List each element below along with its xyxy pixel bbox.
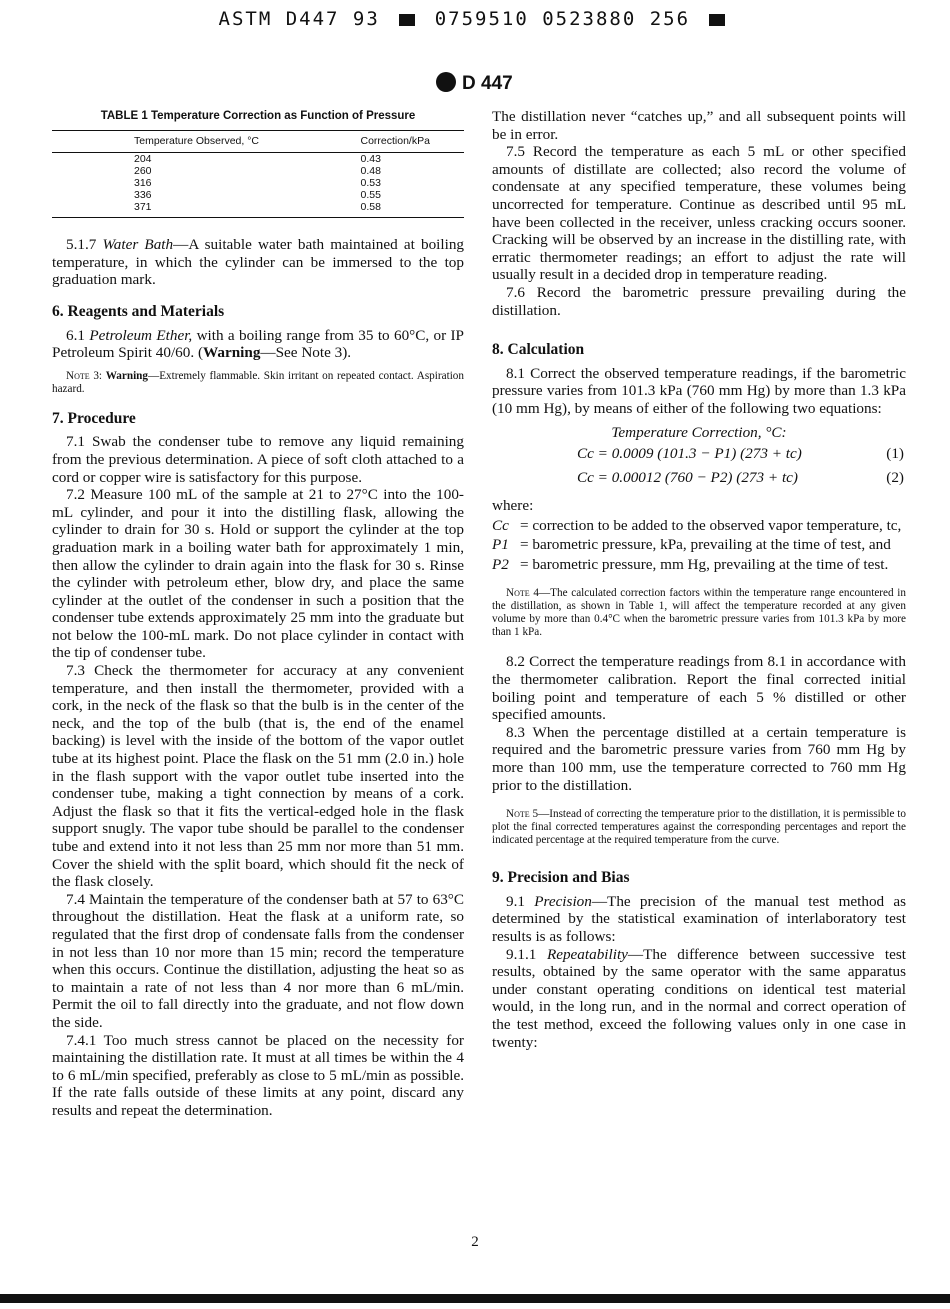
equation-number: (2) (886, 469, 904, 487)
table-row (52, 177, 464, 189)
paragraph-7-3: 7.3 Check the thermometer for accuracy at any convenient temperature, and then install the thermometer, provided with a cork, in the neck of the flask so that the bulb is in the center of the neck, and the top of the bulb (that is, the end of the enamel backing) is level with the inside of the bottom of the vapor outlet tube at its highest point. Place the flask on the 51 mm (2.0 in.) hole in the flash support with the vapor outlet tube inserted into the condenser tube, making a tight connection by means of a cork. Adjust the flask so that it fits the vertical-edged hole in the flask support snugly. The vapor tube should be parallel to the condenser tube and extend into it not less than 25 mm nor more than 51 mm. Cover the shield with the split board, which should fit the neck of the flask closely. (52, 662, 464, 891)
equation-2 (492, 469, 906, 493)
header-code-mid: 0759510 0523880 256 (434, 8, 691, 30)
clause-title: Petroleum Ether, (89, 326, 193, 344)
clause-title: Water Bath (102, 236, 174, 254)
astm-logo-icon (436, 72, 456, 92)
symbol: P2 (492, 555, 509, 573)
equation-body: Cc = 0.0009 (101.3 − P1) (273 + tc) (577, 445, 802, 463)
table-header-row (52, 130, 464, 153)
black-block-mark (399, 14, 415, 26)
section-heading-9: 9. Precision and Bias (492, 869, 630, 887)
note-3 (52, 370, 464, 396)
header-code-left: ASTM D447 93 (218, 8, 380, 30)
paragraph-7-2: 7.2 Measure 100 mL of the sample at 21 to 27°C into the 100-mL cylinder, and pour it into the distilling flask, allowing the cylinder to drain for 30 s. Hold or support the cylinder at the top graduation mark in a boiling water bath for approximately 1 min, then allow the cylinder to drain again into the flask for 30 s. Rinse the cylinder with petroleum ether, blow dry, and place the same cylinder at the outlet of the condenser in such a position that the condenser tube extends approximately 25 mm into the graduate but not below the 100-mL mark. Do not place cylinder in contact with the tip of condenser tube. (52, 486, 464, 662)
paragraph-7-4: 7.4 Maintain the temperature of the condenser bath at 57 to 63°C throughout the distillation. Heat the flask at a uniform rate, so regulated that the first drop of condensate falls from the condenser in not less than 10 nor more than 15 min; record the temperature when this occurs. Continue the distillation, adjusting the heat so as to maintain a rate of not less than 4 nor more than 6 mL/min. Permit the oil to fall directly into the graduate, and not flow down the side. (52, 890, 464, 1031)
equation-label: Temperature Correction, °C: (611, 423, 787, 441)
clause-number: 5.1.7 (66, 236, 103, 254)
clause-text: —A suitable water bath maintained at boiling temperature, in which the cylinder can be immersed to the top graduation mark. (52, 236, 465, 289)
section-heading-8: 8. Calculation (492, 341, 585, 359)
paragraph-7-4-1: 7.4.1 Too much stress cannot be placed on the necessity for maintaining the distillation rate. It must at all times be within the 4 to 6 mL/min specified, preferably as close to 5 mL/min as possible. If the rate falls outside of these limits at any point, discard any results and repeat the determination. (52, 1031, 464, 1119)
definition-cc (492, 517, 906, 535)
paragraph-8-2: 8.2 Correct the temperature readings from 8.1 in accordance with the thermometer calibration. Report the final corrected initial boiling point and temperature of each 5 % distilled or other specified amounts. (492, 653, 906, 724)
paragraph-8-3: 8.3 When the percentage distilled at a certain temperature is required and the barometric pressure varies from 760 mm Hg by more than 100 mm, use the temperature corrected to 760 mm Hg prior to the distillation. (492, 723, 906, 794)
definition-text: = correction to be added to the observed vapor temperature, tc, (520, 516, 902, 534)
paragraph-7-1: 7.1 Swab the condenser tube to remove any liquid remaining from the previous determination. A piece of soft cloth attached to a cord or copper wire is satisfactory for this purpose. (52, 433, 464, 486)
clause-text: with a boiling range from 35 to 60°C, or IP Petroleum Spirit 40/60. ( (52, 326, 465, 362)
table-row (52, 201, 464, 218)
bottom-rule (0, 1294, 950, 1303)
table-cell: 0.58 (360, 201, 464, 218)
where-label: where: (492, 497, 534, 515)
table-cell: 0.53 (360, 177, 381, 190)
clause-text: —See Note 3). (260, 344, 352, 362)
note-label: Note 4 (506, 587, 539, 600)
right-column (492, 108, 906, 1051)
clause-number: 6.1 (66, 326, 90, 344)
note-label: Note 3: (66, 369, 106, 382)
clause-text: —The difference between successive test results, obtained by the same operator with the same apparatus under constant operating conditions on identical test material would, in the long run, and in the normal and correct operation of the test method, exceed the following values only in one case in twenty: (492, 945, 907, 1051)
paragraph-7-6: 7.6 Record the barometric pressure prevailing during the distillation. (492, 283, 906, 319)
section-heading-6: 6. Reagents and Materials (52, 302, 225, 320)
definition-p1 (492, 536, 906, 554)
clause-number: 9.1 (506, 892, 535, 910)
note-4 (492, 587, 906, 639)
table-cell: 0.48 (360, 165, 381, 178)
black-block-mark (709, 14, 725, 26)
table-cell: 316 (134, 177, 152, 190)
equation-1 (492, 445, 906, 469)
paragraph-8-1: 8.1 Correct the observed temperature readings, if the barometric pressure varies from 101.3 kPa (760 mm Hg) by more than 1.3 kPa (10 mm Hg), by means of either of the following two equations: (492, 364, 906, 417)
table-cell: 336 (134, 189, 152, 202)
clause-number: 9.1.1 (506, 945, 547, 963)
table-cell: 204 (134, 153, 152, 166)
warning-label: Warning (105, 369, 148, 382)
left-column (52, 108, 464, 1120)
clause-title: Repeatability (546, 945, 628, 963)
definition-p2 (492, 556, 906, 574)
symbol: P1 (492, 536, 509, 554)
note-label: Note 5 (506, 808, 539, 821)
page-header-code (0, 8, 950, 30)
clause-title: Precision (534, 892, 592, 910)
section-heading-7: 7. Procedure (52, 409, 136, 427)
astm-standard-designation (436, 72, 513, 95)
table-cell: 260 (134, 165, 152, 178)
equation-number: (1) (886, 445, 904, 463)
page-number: 2 (471, 1234, 479, 1250)
note-text: —The calculated correction factors within the temperature range encountered in the distillation, as shown in Table 1, will affect the temperature recorded at any given volume by more than 0.4°C when the barometric pressure varies from 101.3 kPa by more than 1 kPa. (492, 587, 907, 639)
paragraph-7-5: 7.5 Record the temperature as each 5 mL or other specified amounts of distillate are collected; also record the volume of condensate at any specified temperature, these volumes being uncorrected for temperature. Continue as described until 95 mL have been collected in the receiver, unless cracking occurs sooner. Cracking will be observed by an increase in the distilling rate, with erratic thermometer readings; an effort to adjust the rate will usually result in a decided drop in temperature reading. (492, 143, 906, 284)
table-row (52, 189, 464, 201)
symbol: Cc (492, 516, 509, 534)
standard-number: D 447 (462, 73, 513, 94)
table-row (52, 165, 464, 177)
table-cell: 0.55 (360, 189, 381, 202)
paragraph-9-1 (492, 893, 906, 946)
equation-body: Cc = 0.00012 (760 − P2) (273 + tc) (577, 469, 798, 487)
table-cell: 0.43 (360, 153, 381, 166)
table-row (52, 153, 464, 166)
table-cell: 371 (52, 201, 360, 218)
table-header-cell: Correction/kPa (360, 130, 464, 153)
definition-text: = barometric pressure, kPa, prevailing at the time of test, and (520, 536, 891, 554)
table-caption: TABLE 1 Temperature Correction as Function of Pressure (100, 110, 416, 122)
temperature-correction-table (52, 130, 464, 219)
note-5 (492, 808, 906, 847)
warning-label: Warning (203, 344, 261, 362)
clause-text: —The precision of the manual test method as determined by the statistical examination of interlaboratory test results is as follows: (492, 892, 906, 945)
note-text: —Instead of correcting the temperature prior to the distillation, it is permissible to plot the final corrected temperatures against the corresponding percentages and report the indicated percentage at the required temperature from the curve. (492, 808, 906, 847)
note-text: —Extremely flammable. Skin irritant on repeated contact. Aspiration hazard. (52, 369, 464, 395)
paragraph-continuation: The distillation never “catches up,” and all subsequent points will be in error. (492, 108, 906, 143)
definition-text: = barometric pressure, mm Hg, prevailing at the time of test. (520, 555, 889, 573)
paragraph-9-1-1 (492, 946, 906, 1052)
paragraph-5-1-7 (52, 236, 464, 289)
table-header-cell: Temperature Observed, °C (52, 130, 360, 153)
paragraph-6-1 (52, 327, 464, 362)
